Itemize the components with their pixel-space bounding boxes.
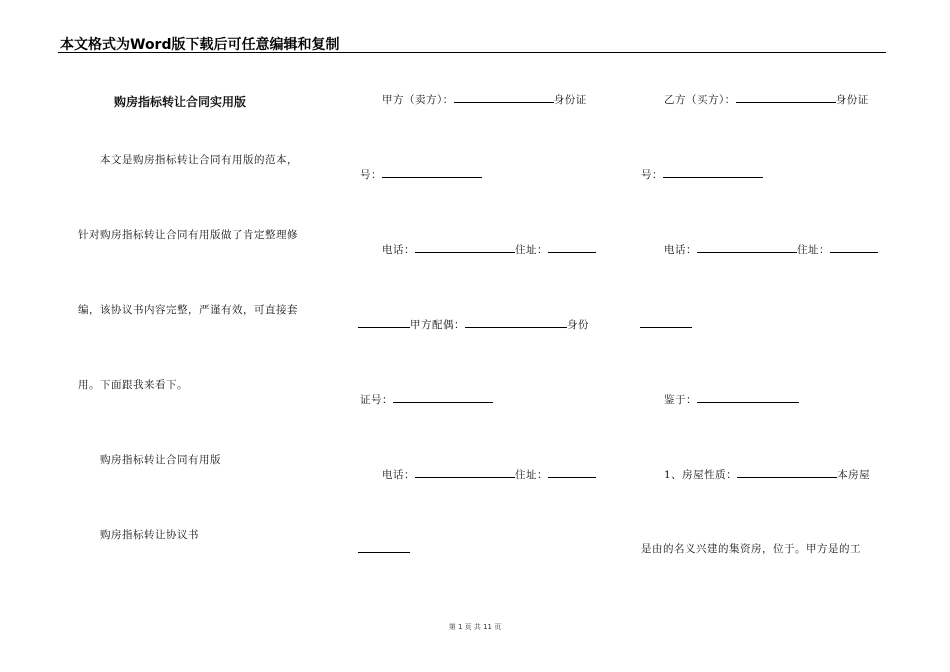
party-a-id-number-line (360, 167, 482, 182)
party-a-blank (454, 92, 554, 103)
body-line-2: 针对购房指标转让合同有用版做了肯定整理修 (78, 229, 298, 241)
whereas-line (664, 392, 799, 407)
header-divider (58, 52, 886, 53)
item1-blank (737, 467, 837, 478)
party-a-contact-line (382, 242, 596, 257)
party-a-label: 甲方（卖方）： (382, 94, 454, 106)
party-b-phone-label: 电话： (664, 244, 697, 256)
cert-number-blank (393, 392, 493, 403)
party-b-id-number-line (641, 167, 763, 182)
party-b-label: 乙方（买方）： (664, 94, 736, 106)
spouse-id-line (360, 392, 493, 407)
phone-blank-2 (415, 467, 515, 478)
id-number-label: 号： (360, 169, 382, 181)
party-a-id-label: 身份证 (553, 94, 587, 106)
spouse-label: 甲方配偶： (410, 319, 465, 331)
party-b-number-blank (663, 167, 763, 178)
address-label: 住址： (515, 244, 548, 256)
item1-prefix: 1、房屋性质： (664, 469, 738, 481)
party-a-line (382, 92, 587, 107)
party-b-address-blank (830, 242, 878, 253)
page-footer: 第 1 页 共 11 页 (448, 623, 502, 631)
party-b-contact-line (664, 242, 878, 257)
party-b-number-label: 号： (641, 169, 663, 181)
party-b-extra-line (640, 317, 692, 332)
trailing-blank-line (358, 542, 410, 557)
address-blank (548, 242, 596, 253)
body-line-5: 购房指标转让合同有用版 (100, 454, 221, 466)
document-header-title: 本文格式为Word版下载后可任意编辑和复制 (60, 37, 340, 53)
spouse-line (358, 317, 589, 332)
address-label-2: 住址： (515, 469, 548, 481)
id-number-blank (382, 167, 482, 178)
whereas-label: 鉴于： (664, 394, 697, 406)
party-b-address-label: 住址： (797, 244, 830, 256)
whereas-blank (697, 392, 799, 403)
party-b-extra-blank (640, 317, 692, 328)
item1-line-2: 是由的名义兴建的集资房，位于。甲方是的工 (641, 543, 861, 555)
spouse-id-label: 身份 (567, 319, 589, 331)
item1-suffix: 本房屋 (837, 469, 871, 481)
body-line-1: 本文是购房指标转让合同有用版的范本， (100, 154, 298, 166)
party-b-phone-blank (697, 242, 797, 253)
body-line-3: 编，该协议书内容完整，严谨有效，可直接套 (78, 304, 298, 316)
address-blank-2 (548, 467, 596, 478)
phone-label: 电话： (382, 244, 415, 256)
cert-number-label: 证号： (360, 394, 393, 406)
spouse-contact-line (382, 467, 596, 482)
spouse-pre-blank (358, 317, 410, 328)
party-b-id-label: 身份证 (835, 94, 869, 106)
party-b-blank (736, 92, 836, 103)
phone-label-2: 电话： (382, 469, 415, 481)
trailing-blank (358, 542, 410, 553)
body-line-6: 购房指标转让协议书 (100, 529, 199, 541)
spouse-blank (465, 317, 567, 328)
document-title: 购房指标转让合同实用版 (114, 95, 247, 109)
item1-line (664, 467, 870, 482)
phone-blank (415, 242, 515, 253)
body-line-4: 用。下面跟我来看下。 (78, 379, 188, 391)
party-b-line (664, 92, 869, 107)
